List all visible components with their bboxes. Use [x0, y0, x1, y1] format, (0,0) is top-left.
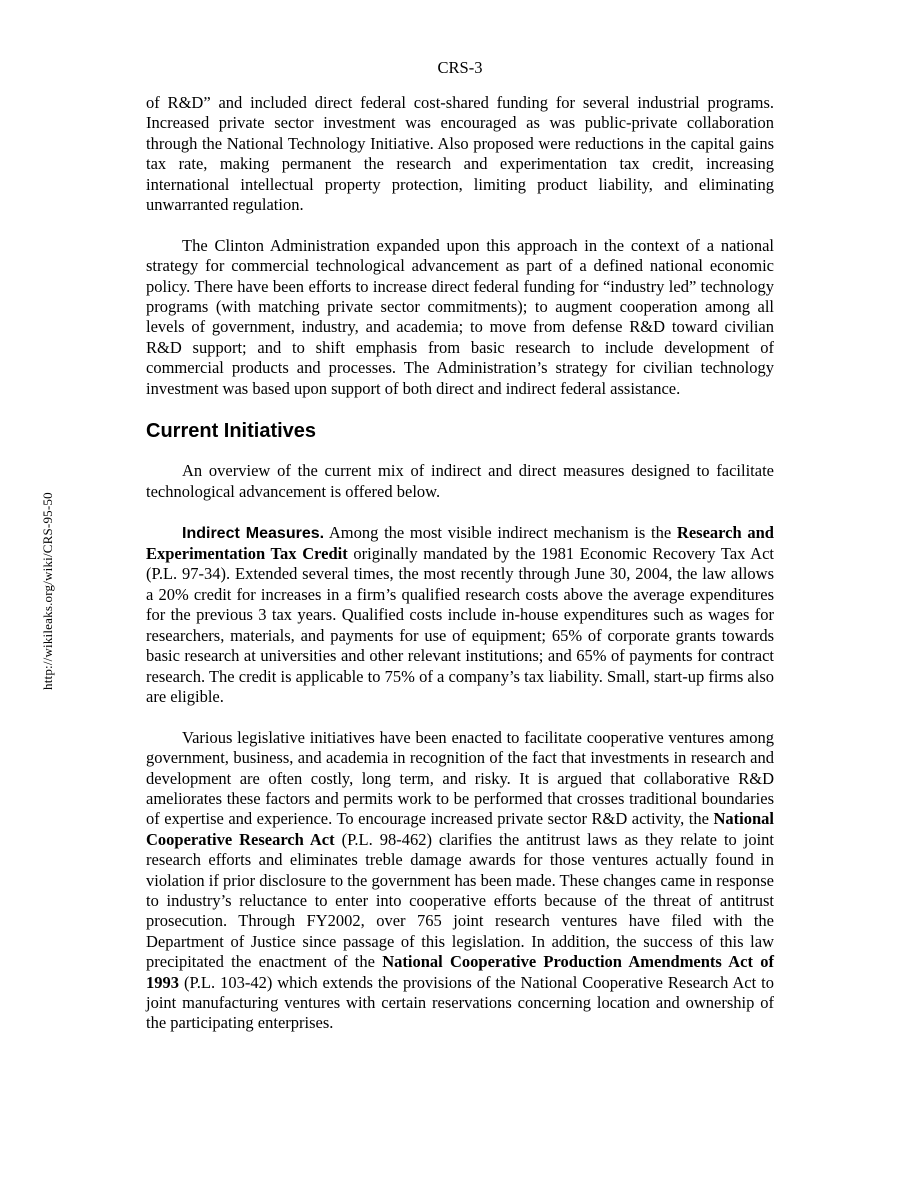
run-in-heading: Indirect Measures. [182, 524, 325, 542]
research-act-term: National Cooperative Research Act [146, 809, 774, 849]
paragraph-5-text-2: (P.L. 98-462) clarifies the antitrust laws as they relate to joint research efforts and eliminates treble damage awards for those ventures actually found in violation if prior disclosure to the government has been made. These changes came in response to industry’s reluctance to enter into cooperative efforts because of the threat of antitrust prosecution. Through FY2002, over 765 joint research ventures have filed with the Department of Justice since passage of this legislation. In addition, the success of this law precipitated the enactment of the [146, 829, 774, 972]
paragraph-4 [146, 523, 774, 708]
document-body [146, 93, 774, 1054]
paragraph-3: An overview of the current mix of indirect and direct measures designed to facilitate technological advancement is offered below. [146, 461, 774, 501]
paragraph-2: The Clinton Administration expanded upon this approach in the context of a national strategy for commercial technological advancement as part of a defined national economic policy. There have been efforts to increase direct federal funding for “industry led” technology programs (with matching private sector commitments); to augment cooperation among all levels of government, industry, and academia; to move from defense R&D toward civilian R&D support; and to shift emphasis from basic research to include development of commercial products and processes. The Administration’s strategy for civilian technology investment was based upon support of both direct and indirect federal assistance. [146, 235, 774, 398]
paragraph-4-text-1: Among the most visible indirect mechanism is the [324, 522, 677, 542]
paragraph-5-text-3: (P.L. 103-42) which extends the provisions of the National Cooperative Research Act to joint manufacturing ventures with certain reservations concerning location and ownership of the participating enterprises. [146, 972, 774, 1033]
production-act-term: National Cooperative Production Amendments Act of 1993 [146, 952, 775, 992]
page-header: CRS-3 [437, 58, 483, 77]
paragraph-5 [146, 728, 774, 1034]
tax-credit-term: Research and Experimentation Tax Credit [146, 522, 774, 564]
paragraph-5-text-1: Various legislative initiatives have been enacted to facilitate cooperative ventures among government, business, and academia in recognition of the fact that investments in research and development are often costly, long term, and risky. It is argued that collaborative R&D ameliorates these factors and permits work to be performed that crosses traditional boundaries of expertise and experience. To encourage increased private sector R&D activity, the [146, 727, 774, 829]
paragraph-1: of R&D” and included direct federal cost-shared funding for several industrial programs. Increased private sector investment was encouraged as was public-private collaboration through the National Technology Initiative. Also proposed were reductions in the capital gains tax rate, making permanent the research and experimentation tax credit, increasing international intellectual property protection, limiting product liability, and eliminating unwarranted regulation. [146, 93, 774, 215]
side-url-watermark: http://wikileaks.org/wiki/CRS-95-50 [40, 492, 55, 690]
section-heading: Current Initiatives [146, 420, 317, 443]
paragraph-4-text-2: originally mandated by the 1981 Economic Recovery Tax Act (P.L. 97-34). Extended several times, the most recently through June 30, 2004, the law allows a 20% credit for increases in a firm’s qualified research costs above the average expenditures for the previous 3 tax years. Qualified costs include in-house expenditures such as wages for researchers, materials, and payments for use of equipment; 65% of corporate grants towards basic research at universities and other relevant institutions; and 65% of payments for contract research. The credit is applicable to 75% of a company’s tax liability. Small, start-up firms also are eligible. [146, 544, 775, 706]
